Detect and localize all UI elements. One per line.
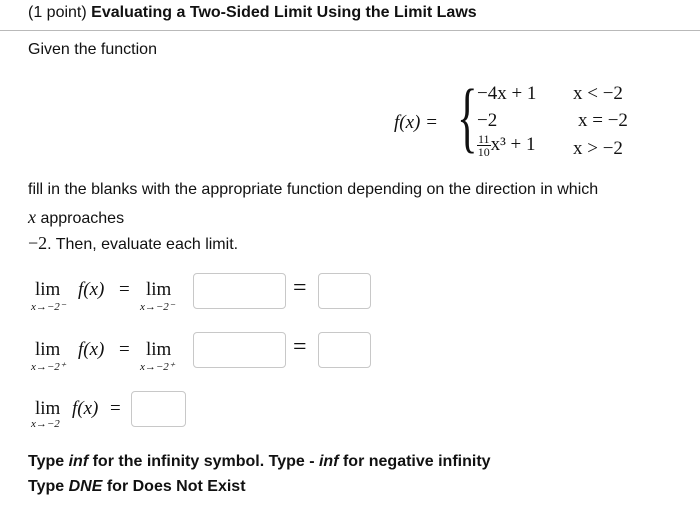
function-lhs: f(x) = — [394, 112, 438, 133]
left-limit-subscript-2: x→−2⁻ — [140, 301, 175, 313]
dne-note: Type DNE for Does Not Exist — [28, 478, 246, 495]
right-limit-subscript-2: x→−2⁺ — [140, 361, 175, 373]
right-limit-fx: f(x) — [78, 339, 105, 360]
two-sided-limit-fx: f(x) — [72, 398, 99, 419]
instruction-line-2: x approaches — [28, 207, 125, 227]
left-limit-fx: f(x) — [78, 279, 105, 300]
case-2-condition: x = −2 — [578, 110, 628, 131]
two-sided-limit-equals: = — [110, 398, 121, 419]
fraction: $\frac{11}{10}$ — [477, 132, 490, 159]
left-limit-lim-2: lim — [146, 279, 172, 300]
intro-text: Given the function — [28, 41, 157, 58]
instruction-line-3: −2. Then, evaluate each limit. — [28, 233, 239, 253]
case-1-expression: −4x + 1 — [477, 83, 537, 104]
infinity-note: Type inf for the infinity symbol. Type - inf for negative infinity — [28, 453, 491, 470]
left-limit-function-input[interactable] — [193, 273, 286, 309]
right-limit-subscript: x→−2⁺ — [31, 361, 66, 373]
right-limit-lim: lim — [35, 339, 61, 360]
two-sided-limit-subscript: x→−2 — [31, 418, 60, 430]
two-sided-limit-lim: lim — [35, 398, 61, 419]
right-limit-equals: = — [119, 339, 130, 360]
left-limit-second-equals: = — [293, 275, 307, 301]
case-1-condition: x < −2 — [573, 83, 623, 104]
left-limit-lim: lim — [35, 279, 61, 300]
two-sided-limit-value-input[interactable] — [131, 391, 186, 427]
left-limit-subscript: x→−2⁻ — [31, 301, 66, 313]
problem-points: (1 point) — [28, 4, 87, 21]
right-limit-function-input[interactable] — [193, 332, 286, 368]
right-limit-lim-2: lim — [146, 339, 172, 360]
left-limit-equals: = — [119, 279, 130, 300]
problem-title-text: Evaluating a Two-Sided Limit Using the Limit Laws — [91, 4, 477, 21]
left-limit-value-input[interactable] — [318, 273, 371, 309]
right-limit-value-input[interactable] — [318, 332, 371, 368]
instruction-line-1: fill in the blanks with the appropriate function depending on the direction in which — [28, 181, 599, 198]
right-limit-second-equals: = — [293, 334, 307, 360]
left-brace-icon: { — [457, 73, 478, 160]
case-3-condition: x > −2 — [573, 138, 623, 159]
case-3-expression: $\frac{11}{10}$ x³ + 1 — [477, 132, 536, 159]
case-2-expression: −2 — [477, 110, 498, 131]
problem-title — [28, 4, 477, 22]
